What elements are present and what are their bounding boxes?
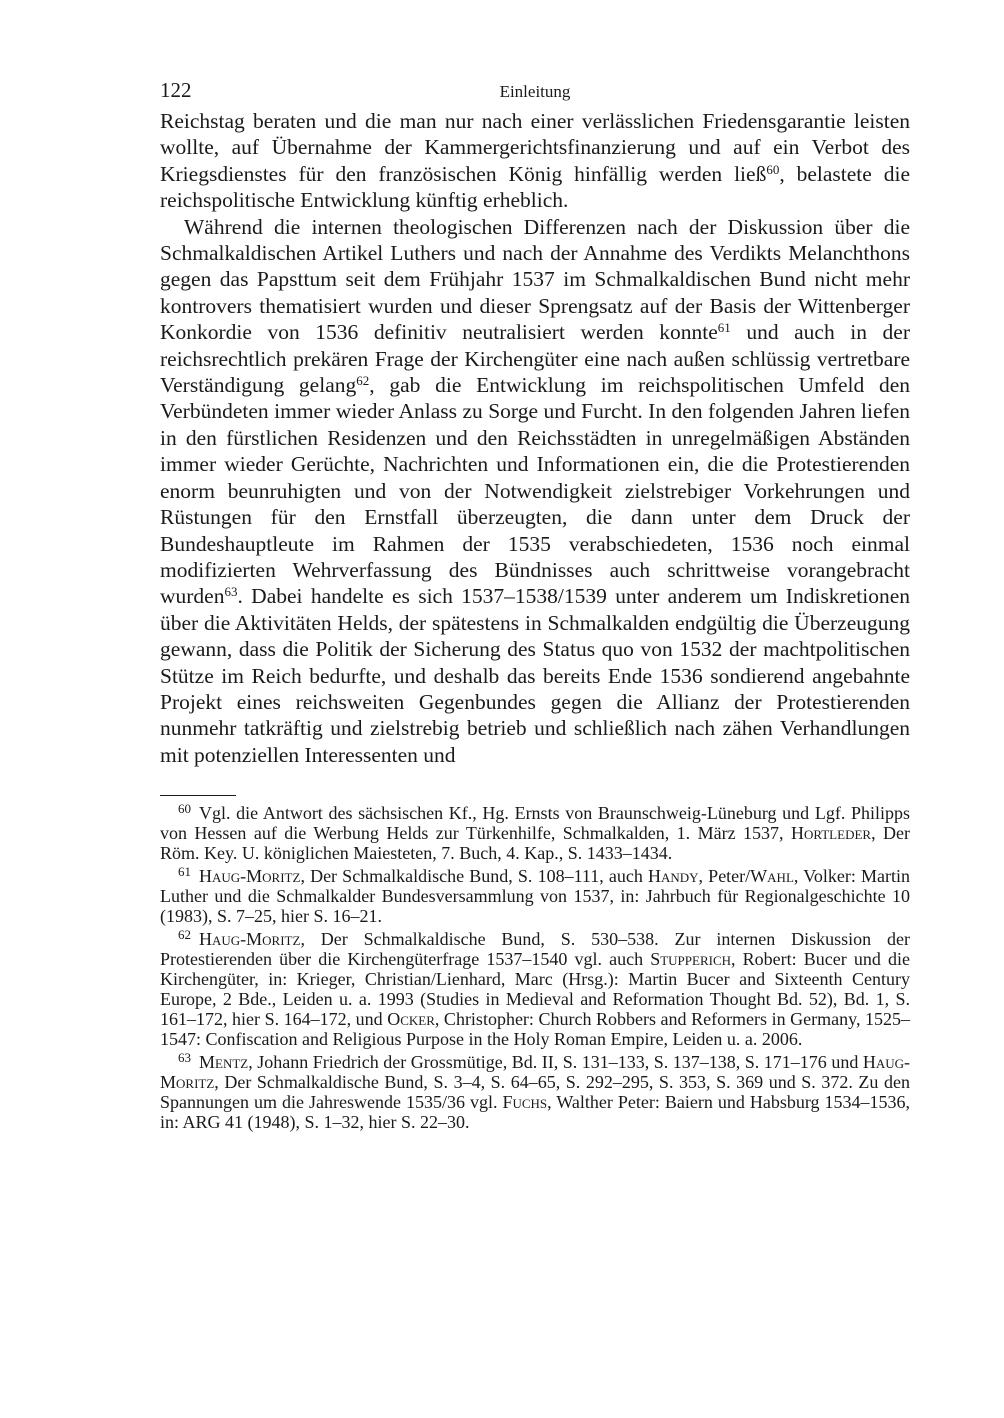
page-number: 122	[160, 78, 192, 102]
footnote-ref-62[interactable]: 62	[356, 373, 370, 389]
footnote-number: 63	[178, 1050, 191, 1066]
footnote-ref-63[interactable]: 63	[224, 584, 238, 600]
footnote-ref-60[interactable]: 60	[766, 161, 780, 177]
text-run: , Der Röm. Key. U. königlichen Maiesteten, 7. Buch, 4. Kap., S. 1433–1434.	[160, 823, 910, 864]
footnote-number: 61	[178, 864, 191, 880]
text-run: Vgl. die Antwort des sächsischen Kf., Hg. Ernsts von Braunschweig-Lüneburg und Lgf. Philipps von Hessen auf die Werbung Helds zur Türkenhilfe, Schmalkalden, 1. März 1537,	[160, 803, 910, 844]
text-run: , Volker: Martin Luther und die Schmalkalder Bundesversammlung von 1537, in: Jahrbuch für Regionalgeschichte 10 (1983), S. 7–25, hier S. 16–21.	[160, 866, 910, 927]
text-run: , Walther Peter: Baiern und Habsburg 1534–1536, in: ARG 41 (1948), S. 1–32, hier S. 22–30.	[160, 1092, 910, 1133]
author-name: Fuchs	[502, 1092, 548, 1113]
text-run: , Der Schmalkaldische Bund, S. 108–111, auch	[300, 866, 648, 887]
author-name: Haug-Moritz	[199, 929, 301, 950]
text-run: , Der Schmalkaldische Bund, S. 3–4, S. 64–65, S. 292–295, S. 353, S. 369 und S. 372. Zu den Spannungen um die Jahreswende 1535/36 vgl.	[160, 1072, 910, 1113]
footnotes	[160, 803, 910, 1132]
text-run: , Johann Friedrich der Grossmütige, Bd. II, S. 131–133, S. 137–138, S. 171–176 und	[248, 1052, 863, 1073]
paragraph-1	[160, 108, 910, 214]
footnote-61	[160, 866, 910, 926]
text-run: Während die internen theologischen Differenzen nach der Diskussion über die Schmalkaldischen Artikel Luthers und nach der Annahme des Verdikts Melanchthons gegen das Papsttum seit dem Frühjahr 1537 im Schmalkaldischen Bund nicht mehr kontrovers thematisiert wurden und dieser Sprengsatz auf der Basis der Wittenberger Konkordie von 1536 definitiv neutralisiert werden konnte	[160, 214, 910, 345]
text-run: , belastete die reichspolitische Entwicklung künftig erheblich.	[160, 161, 910, 213]
paragraph-2	[160, 214, 910, 769]
author-name: Handy	[647, 866, 699, 887]
text-run: , Christopher: Church Robbers and Reformers in Germany, 1525–1547: Confiscation and Religious Purpose in the Holy Roman Empire, Leiden u. a. 2006.	[160, 1009, 910, 1050]
author-name: Mentz	[199, 1052, 249, 1073]
text-run: , Der Schmalkaldische Bund, S. 530–538. Zur internen Diskussion der Protestierenden über die Kirchengüterfrage 1537–1540 vgl. auch	[160, 929, 910, 970]
author-name: Ocker	[387, 1009, 435, 1030]
author-name: Haug-Moritz	[160, 1052, 910, 1093]
footnote-number: 62	[178, 927, 191, 943]
text-run: und auch in der reichsrechtlich prekären Frage der Kirchengüter eine nach außen schlüssig vertretbare Verständigung gelang	[160, 320, 910, 398]
running-head: Einleitung	[499, 82, 571, 101]
footnote-60	[160, 803, 910, 863]
text-run: Reichstag beraten und die man nur nach einer verlässlichen Friedensgarantie leisten wollte, auf Übernahme der Kammergerichtsfinanzierung und auf ein Verbot des Kriegsdienstes für den französischen König hinfällig werden ließ	[160, 109, 910, 186]
main-text	[160, 108, 910, 768]
footnote-number: 60	[178, 801, 191, 817]
page-header	[160, 78, 910, 108]
author-name: Haug-Moritz	[199, 866, 301, 887]
text-run: . Dabei handelte es sich 1537–1538/1539 unter anderem um Indiskretionen über die Aktivitäten Helds, der spätestens in Schmalkalden endgültig die Überzeugung gewann, dass die Politik der Sicherung des Status quo von 1532 der machtpolitischen Stütze im Reich bedurfte, und deshalb das bereits Ende 1536 sondierend angebahnte Projekt eines reichsweiten Gegenbundes gegen die Allianz der Protestierenden nunmehr tatkräftig und zielstrebig betrieb und schließlich nach zähen Verhandlungen mit potenziellen Interessenten und	[160, 584, 910, 767]
footnote-63	[160, 1052, 910, 1132]
footnote-ref-61[interactable]: 61	[717, 320, 731, 336]
text-run: , Robert: Bucer und die Kirchengüter, in: Krieger, Christian/Lienhard, Marc (Hrsg.): Martin Bucer and Sixteenth Century Europe, 2 Bde., Leiden u. a. 1993 (Studies in Medieval and Reformation Thought Bd. 52), Bd. 1, S. 161–172, hier S. 164–172, und	[160, 949, 910, 1030]
footnote-62	[160, 929, 910, 1049]
author-name: Hortleder	[790, 823, 872, 844]
author-name: Stupperich	[650, 949, 732, 970]
text-run: , Peter/	[698, 866, 751, 887]
author-name: Wahl	[750, 866, 794, 887]
footnote-divider	[160, 795, 236, 796]
text-run: , gab die Entwicklung im reichspolitischen Umfeld den Verbündeten immer wieder Anlass zu Sorge und Furcht. In den folgenden Jahren liefen in den fürstlichen Residenzen und den Reichsstädten in unregelmäßigen Abständen immer wieder Gerüchte, Nachrichten und Informationen ein, die die Protestierenden enorm beunruhigten und von der Notwendigkeit zielstrebiger Vorkehrungen und Rüstungen für den Ernstfall überzeugten, die dann unter dem Druck der Bundeshauptleute im Rahmen der 1535 verabschiedeten, 1536 noch einmal modifizierten Wehrverfassung des Bündnisses auch schrittweise vorangebracht wurden	[160, 373, 911, 609]
book-page	[160, 78, 910, 1135]
